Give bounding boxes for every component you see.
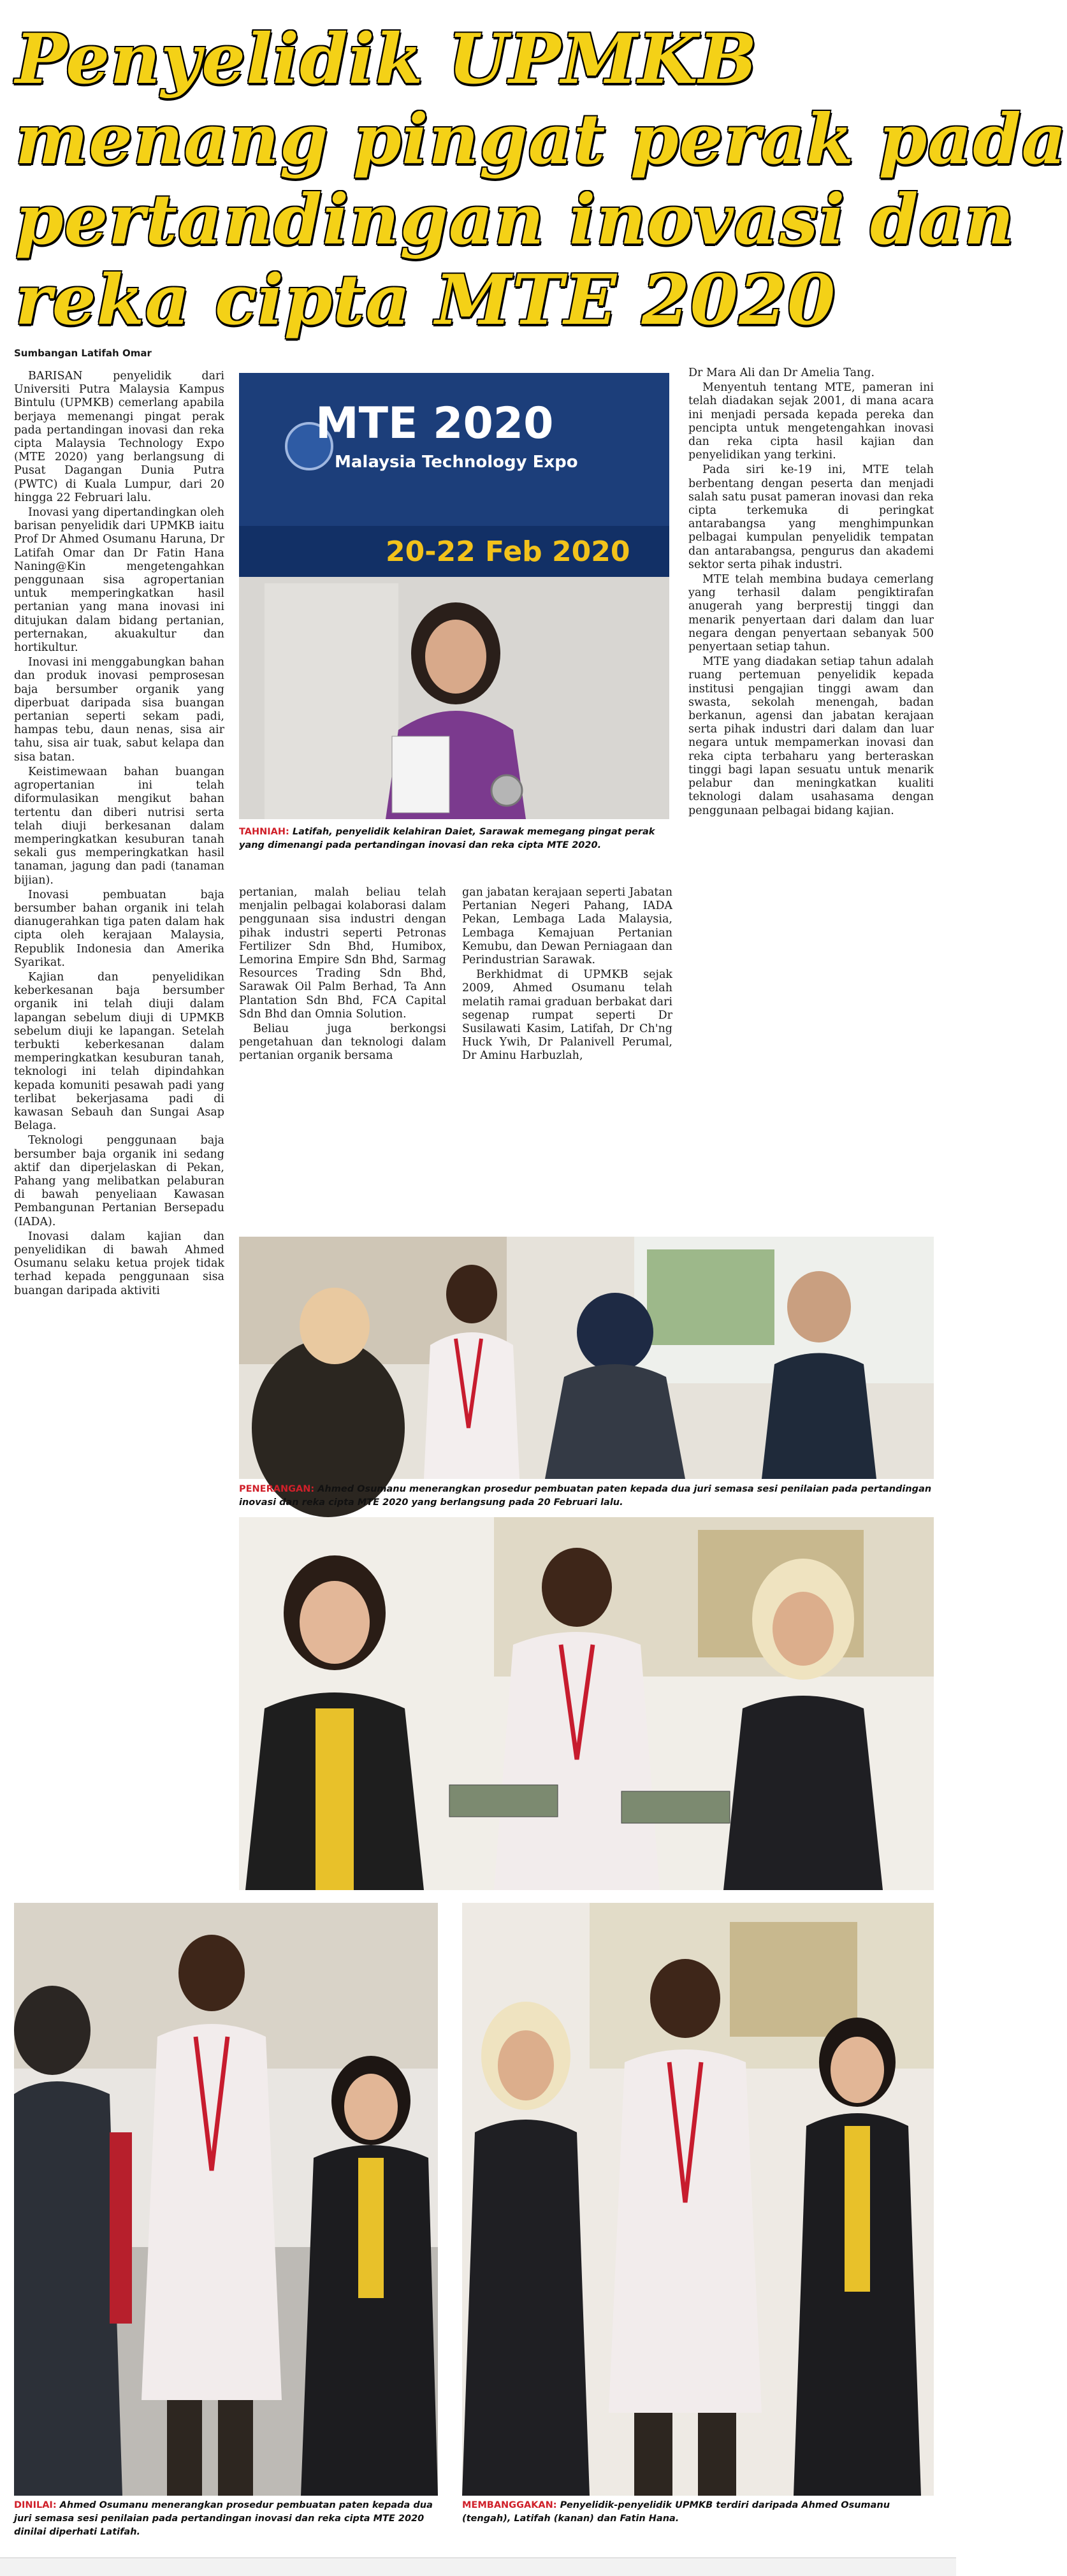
headline-line: menang pingat perak pada [15,99,1067,180]
caption-label: PENERANGAN: [239,1484,315,1494]
banner-subtitle: Malaysia Technology Expo [335,453,578,472]
caption-label: MEMBANGGAKAN: [462,2500,557,2510]
caption-label: TAHNIAH: [239,827,289,837]
caption-text: Penyelidik-penyelidik UPMKB terdiri daripada Ahmed Osumanu (tengah), Latifah (kanan) dan Fatin Hana. [462,2500,890,2524]
caption-photo-2 [239,1483,934,1510]
caption-photo-4 [14,2499,438,2539]
paragraph: gan jabatan kerajaan seperti Jabatan Pertanian Negeri Pahang, IADA Pekan, Lembaga Lada Malaysia, Lembaga Kemajuan Pertanian Kemubu, dan Dewan Perniagaan dan Perindustrian Sarawak. [462,886,672,967]
caption-text: Ahmed Osumanu menerangkan prosedur pembuatan paten kepada dua juri semasa sesi penilaian pada pertandingan inovasi dan reka cipta MTE 2020 dinilai diperhati Latifah. [14,2500,433,2537]
page-footer-bar [0,2558,956,2576]
paragraph: Inovasi dalam kajian dan penyelidikan di bawah Ahmed Osumanu selaku ketua projek tidak terhad kepada penggunaan sisa buangan daripada aktiviti [14,1230,224,1297]
photo-jury-explanation [239,1237,934,1479]
article-column-1 [14,370,224,1938]
headline-line: Penyelidik UPMKB [15,19,758,99]
paragraph: Beliau juga berkongsi pengetahuan dan teknologi dalam pertanian organik bersama [239,1022,446,1063]
paragraph: MTE telah membina budaya cemerlang yang terhasil dalam pengiktirafan anugerah yang berprestij tinggi dan menarik penyertaan dari dalam dan luar negara dengan penyertaan sebanyak 500 penyertaan setiap tahun. [688,573,934,654]
headline-line: reka cipta MTE 2020 [15,260,836,340]
paragraph: Pada siri ke-19 ini, MTE telah berbentang dengan peserta dan menjadi salah satu pusat pameran inovasi dan reka cipta terkemuka di peringkat antarabangsa yang menghimpunkan pelbagai kumpulan penyelidik tempatan dan antarabangsa, pengurus dan akademi sektor serta pihak industri. [688,463,934,571]
article-column-4 [688,367,934,1233]
article-column-2 [239,886,446,1237]
photo-three-researchers [239,1517,934,1890]
paragraph: Berkhidmat di UPMKB sejak 2009, Ahmed Osumanu telah melatih ramai graduan berbakat dari segenap rumpat seperti Dr Susilawati Kasim, Latifah, Dr Ch'ng Huck Ywih, Dr Palanivell Perumal, Dr Aminu Harbuzlah, [462,968,672,1063]
photo-medal-winner [239,373,669,819]
headline [15,19,1067,344]
paragraph: MTE yang diadakan setiap tahun adalah ruang pertemuan penyelidik kepada institusi pengajian tinggi awam dan swasta, sekolah menengah, badan berkanun, agensi dan jabatan kerajaan serta pihak industri dari dalam dan luar negara untuk mempamerkan inovasi dan reka cipta terbaharu yang berteraskan tinggi bagi lapan sesuatu untuk menarik pelabur dan meningkatkan kualiti teknologi dalam usahasama dengan penggunaan pelbagai bidang kajian. [688,655,934,817]
paragraph: Keistimewaan bahan buangan agropertanian ini telah diformulasikan mengikut bahan tertentu dan diberi nutrisi serta telah diuji berkesanan dalam memperingkatkan kesuburan tanah sekali gus memperingkatkan hasil tanaman, jagung dan padi (tanaman bijian). [14,765,224,887]
caption-text: Latifah, penyelidik kelahiran Daiet, Sarawak memegang pingat perak yang dimenangi pada pertandingan inovasi dan reka cipta MTE 2020. [239,827,655,850]
photo-jury-evaluation [14,1903,438,2496]
caption-label: DINILAI: [14,2500,57,2510]
paragraph: pertanian, malah beliau telah menjalin pelbagai kolaborasi dalam penggunaan sisa industri dengan pihak industri seperti Petronas Fertilizer Sdn Bhd, Humibox, Lemorina Empire Sdn Bhd, Sarmag Resources Trading Sdn Bhd, Sarawak Oil Palm Berhad, Ta Ann Plantation Sdn Bhd, FCA Capital Sdn Bhd dan Omnia Solution. [239,886,446,1021]
caption-photo-5 [462,2499,934,2526]
headline-line: pertandingan inovasi dan [15,180,1015,260]
paragraph: Dr Mara Ali dan Dr Amelia Tang. [688,367,875,379]
article-column-3 [462,886,672,1237]
caption-text: Ahmed Osumanu menerangkan prosedur pembuatan paten kepada dua juri semasa sesi penilaian pada pertandingan inovasi dan reka cipta MTE 2020 yang berlangsung pada 20 Februari lalu. [239,1484,932,1508]
banner-dates: 20-22 Feb 2020 [386,535,630,568]
paragraph: Inovasi pembuatan baja bersumber bahan organik ini telah dianugerahkan tiga paten dalam hak cipta oleh kerajaan Malaysia, Republik Indonesia dan Amerika Syarikat. [14,888,224,969]
banner-title: MTE 2020 [316,398,554,449]
paragraph: Inovasi ini menggabungkan bahan dan produk inovasi pemprosesan baja bersumber organik yang diperbuat daripada sisa buangan pertanian seperti sekam padi, hampas tebu, daun nenas, sisa air tahu, sisa air tuak, sabut kelapa dan sisa batan. [14,656,224,764]
paragraph: Menyentuh tentang MTE, pameran ini telah diadakan sejak 2001, di mana acara ini menjadi persada kepada pereka dan pencipta untuk mengetengahkan inovasi dan reka cipta hasil kajian dan penyelidikan yang terkini. [688,381,934,462]
photo-group-researchers [462,1903,934,2496]
paragraph: BARISAN penyelidik dari Universiti Putra Malaysia Kampus Bintulu (UPMKB) cemerlang apabila berjaya memenangi pingat perak pada pertandingan inovasi dan reka cipta Malaysia Technology Expo (MTE 2020) yang berlangsung di Pusat Dagangan Dunia Putra (PWTC) di Kuala Lumpur, dari 20 hingga 22 Februari lalu. [14,370,224,504]
paragraph: Inovasi yang dipertandingkan oleh barisan penyelidik dari UPMKB iaitu Prof Dr Ahmed Osumanu Haruna, Dr Latifah Omar dan Dr Fatin Hana Naning@Kin mengetengahkan penggunaan sisa agropertanian untuk memperingkatkan hasil pertanian yang mana inovasi ini ditujukan dalam bidang pertanian, perternakan, akuakultur dan hortikultur. [14,506,224,655]
caption-photo-1 [239,826,669,852]
paragraph: Kajian dan penyelidikan keberkesanan baja bersumber organik ini telah diuji dalam lapangan sebelum diuji di UPMKB sebelum diuji ke lapangan. Setelah terbukti keberkesanan dalam memperingkatkan kesuburan tanah, teknologi ini telah dipindahkan kepada komuniti pesawah padi yang terlibat bekerjasama padi di kawasan Sebauh dan Sungai Asap Belaga. [14,970,224,1133]
paragraph: Teknologi penggunaan baja bersumber baja organik ini sedang aktif dan diperjelaskan di Pekan, Pahang yang melibatkan pelaburan di bawah penyeliaan Kawasan Pembangunan Pertanian Bersepadu (IADA). [14,1134,224,1228]
byline: Sumbangan Latifah Omar [14,347,152,359]
